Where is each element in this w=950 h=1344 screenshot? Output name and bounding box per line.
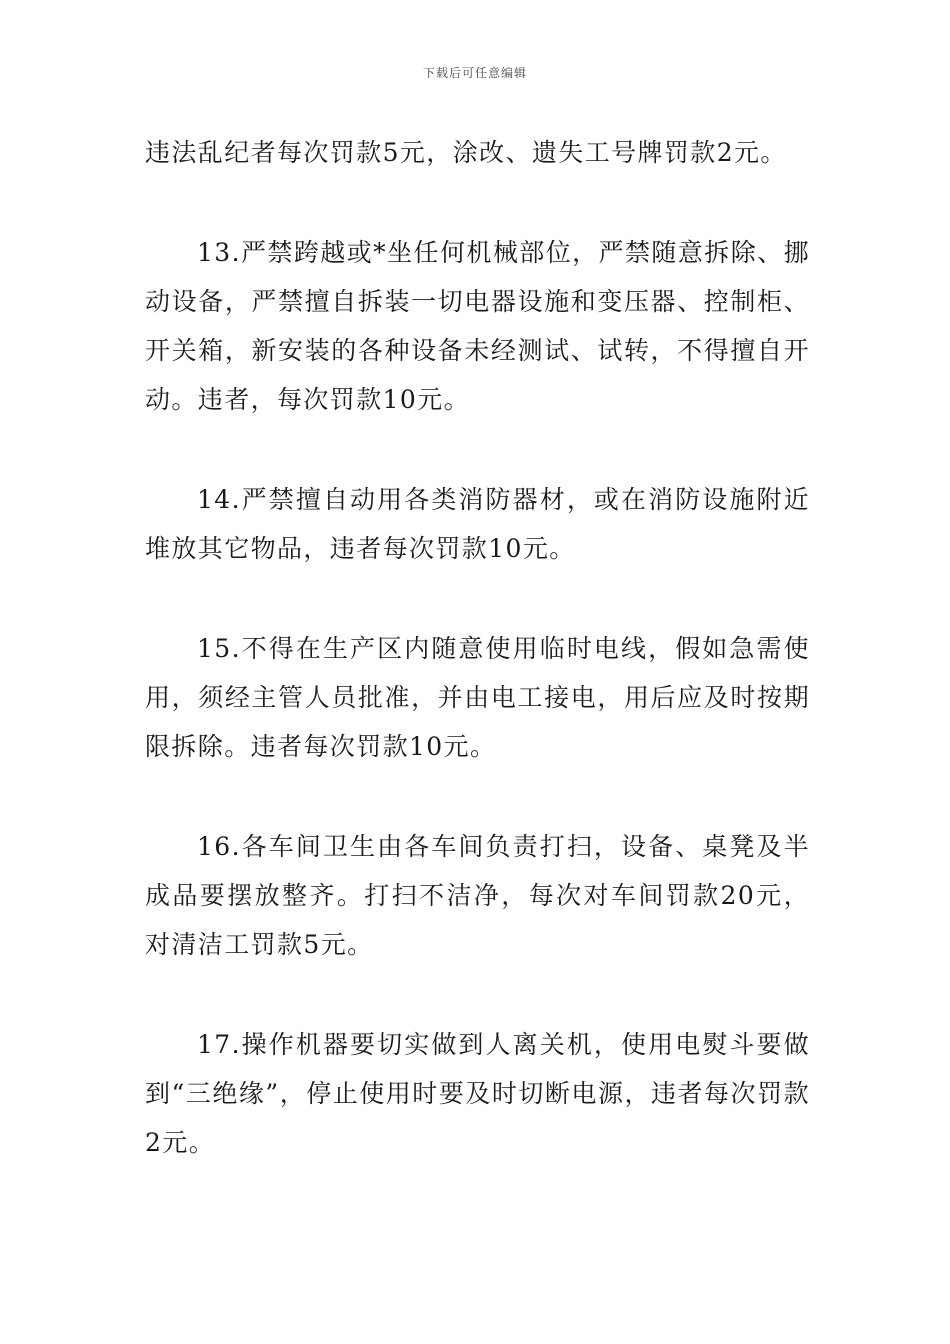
paragraph-item-17: 17.操作机器要切实做到人离关机，使用电熨斗要做到“三绝缘”，停止使用时要及时切断电源，违者每次罚款2元。 [145,1030,810,1157]
paragraph-item-13: 13.严禁跨越或*坐任何机械部位，严禁随意拆除、挪动设备，严禁擅自拆装一切电器设施和变压器、控制柜、开关箱，新安装的各种设备未经测试、试转，不得擅自开动。违者，每次罚款10元。 [145,238,810,414]
paragraph-continuation: 违法乱纪者每次罚款5元，涂改、遗失工号牌罚款2元。 [145,138,787,167]
paragraph-item-16: 16.各车间卫生由各车间负责打扫，设备、桌凳及半成品要摆放整齐。打扫不洁净，每次对车间罚款20元，对清洁工罚款5元。 [145,832,810,959]
paragraph-item-14: 14.严禁擅自动用各类消防器材，或在消防设施附近堆放其它物品，违者每次罚款10元。 [145,485,810,563]
document-body [145,128,810,1218]
page-header: 下载后可任意编辑 [422,66,527,80]
paragraph-item-15: 15.不得在生产区内随意使用临时电线，假如急需使用，须经主管人员批准，并由电工接电，用后应及时按期限拆除。违者每次罚款10元。 [145,634,810,761]
